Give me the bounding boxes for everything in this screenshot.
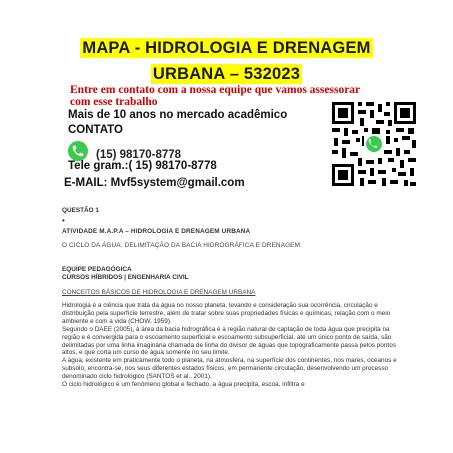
course-label: CURSOS HÍBRIDOS | ENGENHARIA CIVIL (62, 274, 189, 281)
title-line-2: URBANA – 532023 (152, 65, 301, 83)
activity-heading: ATIVIDADE M.A.P.A – HIDROLOGIA E DRENAGEM URBANA (62, 228, 251, 235)
promo-line-2: com esse trabalho (70, 96, 158, 108)
team-label: EQUIPE PEDAGÓGICA (62, 266, 132, 273)
paragraph: O ciclo hidrológico é um fenômeno global e fechado, a água precipita, escoa, infiltra e (62, 381, 305, 389)
body-text (62, 302, 397, 389)
section-heading: CONCEITOS BÁSICOS DE HIDROLOGIA E DRENAGEM URBANA (62, 289, 256, 296)
promo-line-1: Entre em contato com a nossa equipe que vamos assessorar (70, 84, 361, 96)
email-contact: E-MAIL: Mvf5system@gmail.com (64, 177, 245, 189)
bullet-dot: • (62, 216, 65, 225)
contact-heading: CONTATO (68, 124, 123, 136)
activity-subtitle: O CICLO DA ÁGUA: DELIMITAÇÃO DA BACIA HIDROGRÁFICA E DRENAGEM (62, 242, 301, 249)
question-label: QUESTÃO 1 (62, 207, 99, 214)
whatsapp-phone: (15) 98170-8778 (96, 149, 182, 161)
title-line-1: MAPA - HIDROLOGIA E DRENAGEM (82, 39, 371, 57)
whatsapp-icon (68, 141, 88, 161)
whatsapp-contact[interactable] (68, 141, 181, 161)
paragraph: Hidrologia é a ciência que trata da água no nosso planeta, levando e consideração sua ocorrência, circulação e distribuição pela superfície terrestre, além de tratar sobre suas propriedades físicas e químicas, relação com o meio ambiente e com a vida (CHOW, 1959). (62, 302, 391, 325)
paragraph: A água, existente em praticamente todo o planeta, na atmosfera, na superfície dos continentes, nos mares, oceanos e subsolo, encontra-se, nos seus diferentes estados físicos, em permanente circulação, desenvolvendo um processo denominado ciclo hidrológico (SANTOS et al., 2001). (62, 357, 397, 381)
qr-code-icon[interactable] (330, 100, 418, 188)
experience-text: Mais de 10 anos no mercado acadêmico (68, 109, 288, 121)
telegram-contact: Tele gram.:( 15) 98170-8778 (68, 160, 217, 172)
document-title (0, 38, 453, 84)
paragraph: Segundo o DAEE (2005), à área da bacia hidrográfica é a região natural de captação de toda água que precipita na região e é convergida para o escoamento superficial e escoamento subsuperficial, até um único ponto de saída, são delimitadas por uma linha imaginária chamada de linha do divisor de águas que topograficamente passa pelos pontos altos, e que corta um curso de água somente no seu limite. (62, 325, 396, 357)
